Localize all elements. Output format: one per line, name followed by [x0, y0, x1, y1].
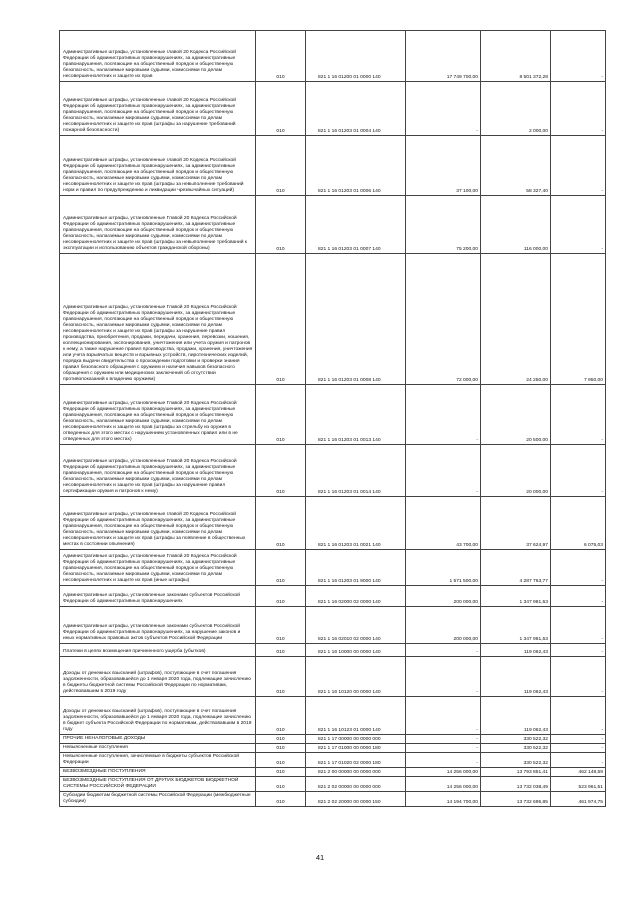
table-row	[60, 550, 606, 586]
row-approved-amount: -	[406, 385, 481, 445]
row-classification-code: 821 1 16 01200 01 0000 140	[306, 31, 406, 82]
table-row	[60, 768, 606, 777]
row-description: Невыясненные поступления, зачисляемые в бюджеты субъектов Российской Федерации	[60, 753, 256, 768]
row-line-code: 010	[256, 657, 306, 697]
row-approved-amount: 37 100,00	[406, 136, 481, 196]
row-executed-amount: 330 522,32	[481, 753, 551, 768]
row-approved-amount: 75 200,00	[406, 196, 481, 254]
row-executed-amount: 58 327,40	[481, 136, 551, 196]
table-row	[60, 777, 606, 792]
row-classification-code: 821 1 16 02010 02 0000 140	[306, 607, 406, 644]
row-unexecuted-amount: -	[551, 697, 606, 735]
row-description: Невыясненные поступления	[60, 744, 256, 753]
row-unexecuted-amount: 461 974,75	[551, 792, 606, 807]
row-unexecuted-amount: -	[551, 550, 606, 586]
row-executed-amount: 20 000,00	[481, 445, 551, 497]
row-executed-amount: 1 347 981,53	[481, 607, 551, 644]
table-row	[60, 586, 606, 607]
row-approved-amount: -	[406, 82, 481, 136]
row-description: Административные штрафы, установленные законами субъектов Российской Федерации об административных правонарушениях, за нарушение законов и иных нормативных правовых актов субъектов Российской Федерации	[60, 607, 256, 644]
table-row	[60, 385, 606, 445]
row-executed-amount: 4 287 763,77	[481, 550, 551, 586]
row-line-code: 010	[256, 744, 306, 753]
row-description: Административные штрафы, установленные главой 20 Кодекса Российской Федерации об административных правонарушениях, за административные правонарушения, посягающие на общественный порядок и общественную безопасность, налагаемые мировыми судьями, комиссиями по делам несовершеннолетних и защите их прав (штрафы за появление в общественных местах в состоянии опьянения)	[60, 497, 256, 550]
row-classification-code: 821 1 16 10000 00 0000 140	[306, 644, 406, 657]
row-classification-code: 821 1 17 00000 00 0000 000	[306, 735, 406, 744]
row-line-code: 010	[256, 644, 306, 657]
row-executed-amount: 8 501 372,28	[481, 31, 551, 82]
row-approved-amount: -	[406, 735, 481, 744]
row-description: Административные штрафы, установленные Главой 20 Кодекса Российской Федерации об административных правонарушениях, за административные правонарушения, посягающие на общественный порядок и общественную безопасность, налагаемые мировыми судьями, комиссиями по делам несовершеннолетних и защите их прав (штрафы за стрельбу из оружия в отведенных для этого местах с нарушением установленных правил или в не отведенных для этого местах)	[60, 385, 256, 445]
row-approved-amount: 14 256 000,00	[406, 768, 481, 777]
table-row	[60, 196, 606, 254]
row-unexecuted-amount: -	[551, 31, 606, 82]
row-classification-code: 821 1 16 01203 01 9000 140	[306, 550, 406, 586]
row-executed-amount: 37 624,97	[481, 497, 551, 550]
row-classification-code: 821 1 16 01203 01 0004 140	[306, 82, 406, 136]
row-description: Административные штрафы, установленные законами субъектов Российской Федерации об административных правонарушениях	[60, 586, 256, 607]
row-description: Административные штрафы, установленные главой 20 Кодекса Российской Федерации об административных правонарушениях, за административные правонарушения, посягающие на общественный порядок и общественную безопасность, налагаемые мировыми судьями, комиссиями по делам несовершеннолетних и защите их прав	[60, 31, 256, 82]
table-row	[60, 735, 606, 744]
table-row	[60, 744, 606, 753]
table-row	[60, 31, 606, 82]
row-approved-amount: -	[406, 744, 481, 753]
row-unexecuted-amount: 7 950,00	[551, 254, 606, 385]
row-classification-code: 821 1 17 01000 00 0000 180	[306, 744, 406, 753]
row-description: Доходы от денежных взысканий (штрафов), поступающие в счет погашения задолженности, образовавшейся до 1 января 2020 года, подлежащие зачислению в бюджеты бюджетной системы Российской Федерации по нормативам, действовавшим в 2019 году	[60, 657, 256, 697]
row-classification-code: 821 1 16 01203 01 0014 140	[306, 445, 406, 497]
page-number: 41	[315, 853, 325, 862]
row-classification-code: 821 2 00 00000 00 0000 000	[306, 768, 406, 777]
row-approved-amount: -	[406, 697, 481, 735]
row-unexecuted-amount: -	[551, 657, 606, 697]
row-classification-code: 821 1 16 10123 01 0000 140	[306, 697, 406, 735]
table-row	[60, 792, 606, 807]
row-line-code: 010	[256, 445, 306, 497]
row-description: Субсидии бюджетам бюджетной системы Российской Федерации (межбюджетные субсидии)	[60, 792, 256, 807]
row-description: Административные штрафы, установленные главой 20 Кодекса Российской Федерации об административных правонарушениях, за административные правонарушения, посягающие на общественный порядок и общественную безопасность, налагаемые мировыми судьями, комиссиями по делам несовершеннолетних и защите их прав (штрафы за нарушение требований пожарной безопасности)	[60, 82, 256, 136]
row-executed-amount: 2 000,00	[481, 82, 551, 136]
row-approved-amount: 200 000,00	[406, 586, 481, 607]
row-line-code: 010	[256, 196, 306, 254]
row-executed-amount: 24 250,00	[481, 254, 551, 385]
row-executed-amount: 330 522,32	[481, 744, 551, 753]
row-approved-amount: -	[406, 657, 481, 697]
row-line-code: 010	[256, 385, 306, 445]
row-unexecuted-amount: -	[551, 196, 606, 254]
row-description: Платежи в целях возмещения причиненного ущерба (убытков)	[60, 644, 256, 657]
table-row	[60, 644, 606, 657]
table-row	[60, 697, 606, 735]
row-classification-code: 821 1 16 10120 00 0000 140	[306, 657, 406, 697]
row-line-code: 010	[256, 550, 306, 586]
row-description: Административные штрафы, установленные Главой 20 Кодекса Российской Федерации об административных правонарушениях, за административные правонарушения, посягающие на общественный порядок и общественную безопасность, налагаемые мировыми судьями, комиссиями по делам несовершеннолетних и защите их прав (штрафы за невыполнение требований к эксплуатации и использованию объектов гражданской обороны)	[60, 196, 256, 254]
row-approved-amount: -	[406, 644, 481, 657]
row-classification-code: 821 1 16 01203 01 0013 140	[306, 385, 406, 445]
row-unexecuted-amount: 462 148,59	[551, 768, 606, 777]
row-line-code: 010	[256, 497, 306, 550]
row-line-code: 010	[256, 82, 306, 136]
row-description: Административные штрафы, установленные Главой 20 Кодекса Российской Федерации об административных правонарушениях, за административные правонарушения, посягающие на общественный порядок и общественную безопасность, налагаемые мировыми судьями, комиссиями по делам несовершеннолетних и защите их прав (иные штрафы)	[60, 550, 256, 586]
row-executed-amount: 119 062,43	[481, 657, 551, 697]
row-executed-amount: 13 793 851,41	[481, 768, 551, 777]
row-approved-amount: 72 000,00	[406, 254, 481, 385]
row-line-code: 010	[256, 586, 306, 607]
row-unexecuted-amount: -	[551, 445, 606, 497]
row-line-code: 010	[256, 31, 306, 82]
row-unexecuted-amount: -	[551, 385, 606, 445]
table-row	[60, 254, 606, 385]
row-unexecuted-amount: -	[551, 82, 606, 136]
row-unexecuted-amount: -	[551, 753, 606, 768]
row-approved-amount: -	[406, 753, 481, 768]
row-classification-code: 821 1 17 01020 02 0000 180	[306, 753, 406, 768]
row-executed-amount: 119 062,43	[481, 697, 551, 735]
row-classification-code: 821 1 16 01203 01 0021 140	[306, 497, 406, 550]
row-unexecuted-amount: -	[551, 607, 606, 644]
row-line-code: 010	[256, 735, 306, 744]
table-row	[60, 136, 606, 196]
row-description: ПРОЧИЕ НЕНАЛОГОВЫЕ ДОХОДЫ	[60, 735, 256, 744]
row-executed-amount: 1 347 981,53	[481, 586, 551, 607]
row-unexecuted-amount: -	[551, 586, 606, 607]
row-line-code: 010	[256, 607, 306, 644]
row-description: БЕЗВОЗМЕЗДНЫЕ ПОСТУПЛЕНИЯ	[60, 768, 256, 777]
row-unexecuted-amount: -	[551, 136, 606, 196]
table-row	[60, 82, 606, 136]
row-line-code: 010	[256, 792, 306, 807]
row-unexecuted-amount: -	[551, 735, 606, 744]
row-line-code: 010	[256, 697, 306, 735]
row-executed-amount: 13 732 695,85	[481, 792, 551, 807]
row-unexecuted-amount: 523 961,51	[551, 777, 606, 792]
row-description: БЕЗВОЗМЕЗДНЫЕ ПОСТУПЛЕНИЯ ОТ ДРУГИХ БЮДЖЕТОВ БЮДЖЕТНОЙ СИСТЕМЫ РОССИЙСКОЙ ФЕДЕРАЦИИ	[60, 777, 256, 792]
row-classification-code: 821 1 16 02000 02 0000 140	[306, 586, 406, 607]
row-executed-amount: 119 062,43	[481, 644, 551, 657]
table-body	[60, 31, 606, 807]
row-description: Административные штрафы, установленные главой 20 Кодекса Российской Федерации об административных правонарушениях, за административные правонарушения, посягающие на общественный порядок и общественную безопасность, налагаемые мировыми судьями, комиссиями по делам несовершеннолетних и защите их прав (штрафы за невыполнение требований норм и правил по предупреждению и ликвидации чрезвычайных ситуаций)	[60, 136, 256, 196]
row-executed-amount: 13 732 038,49	[481, 777, 551, 792]
row-classification-code: 821 1 16 01203 01 0007 140	[306, 196, 406, 254]
budget-execution-table	[59, 30, 606, 807]
row-line-code: 010	[256, 777, 306, 792]
row-approved-amount: 1 571 500,00	[406, 550, 481, 586]
row-description: Доходы от денежных взысканий (штрафов), поступающие в счет погашения задолженности, образовавшейся до 1 января 2020 года, подлежащие зачислению в бюджет субъекта Российской Федерации по нормативам, действовавшим в 2019 году	[60, 697, 256, 735]
row-unexecuted-amount: -	[551, 644, 606, 657]
row-description: Административные штрафы, установленные Главой 20 Кодекса Российской Федерации об административных правонарушениях, за административные правонарушения, посягающие на общественный порядок и общественную безопасность, налагаемые мировыми судьями, комиссиями по делам несовершеннолетних и защите их прав (штрафы за нарушение правил производства, приобретения, продажи, передачи, хранения, перевозки, ношения, коллекционирования, экспонирования, уничтожения или учета оружия и патронов к нему, а также нарушение правил производства, продажи, хранения, уничтожения или учета взрывчатых веществ и взрывных устройств, пиротехнических изделий, порядка выдачи свидетельства о прохождении подготовки и проверки знания правил безопасного обращения с оружием и наличия навыков безопасного обращения с оружием или медицинских заключений об отсутствии противопоказаний к владению оружием)	[60, 254, 256, 385]
row-line-code: 010	[256, 768, 306, 777]
table-row	[60, 497, 606, 550]
row-unexecuted-amount: -	[551, 744, 606, 753]
row-line-code: 010	[256, 753, 306, 768]
row-line-code: 010	[256, 136, 306, 196]
row-executed-amount: 330 522,32	[481, 735, 551, 744]
row-approved-amount: -	[406, 445, 481, 497]
row-line-code: 010	[256, 254, 306, 385]
row-approved-amount: 200 000,00	[406, 607, 481, 644]
row-approved-amount: 14 194 700,00	[406, 792, 481, 807]
row-approved-amount: 43 700,00	[406, 497, 481, 550]
row-description: Административные штрафы, установленные Главой 20 Кодекса Российской Федерации об административных правонарушениях, за административные правонарушения, посягающие на общественный порядок и общественную безопасность, налагаемые мировыми судьями, комиссиями по делам несовершеннолетних и защите их прав (штрафы за нарушение правил сертификации оружия и патронов к нему)	[60, 445, 256, 497]
row-classification-code: 821 2 02 20000 00 0000 150	[306, 792, 406, 807]
table-row	[60, 445, 606, 497]
row-classification-code: 821 1 16 01203 01 0008 140	[306, 254, 406, 385]
row-executed-amount: 20 500,00	[481, 385, 551, 445]
table-row	[60, 657, 606, 697]
row-classification-code: 821 2 02 00000 00 0000 000	[306, 777, 406, 792]
row-unexecuted-amount: 6 075,03	[551, 497, 606, 550]
table-row	[60, 607, 606, 644]
row-approved-amount: 17 749 700,00	[406, 31, 481, 82]
table-row	[60, 753, 606, 768]
row-approved-amount: 14 256 000,00	[406, 777, 481, 792]
row-classification-code: 821 1 16 01203 01 0006 140	[306, 136, 406, 196]
row-executed-amount: 116 000,00	[481, 196, 551, 254]
